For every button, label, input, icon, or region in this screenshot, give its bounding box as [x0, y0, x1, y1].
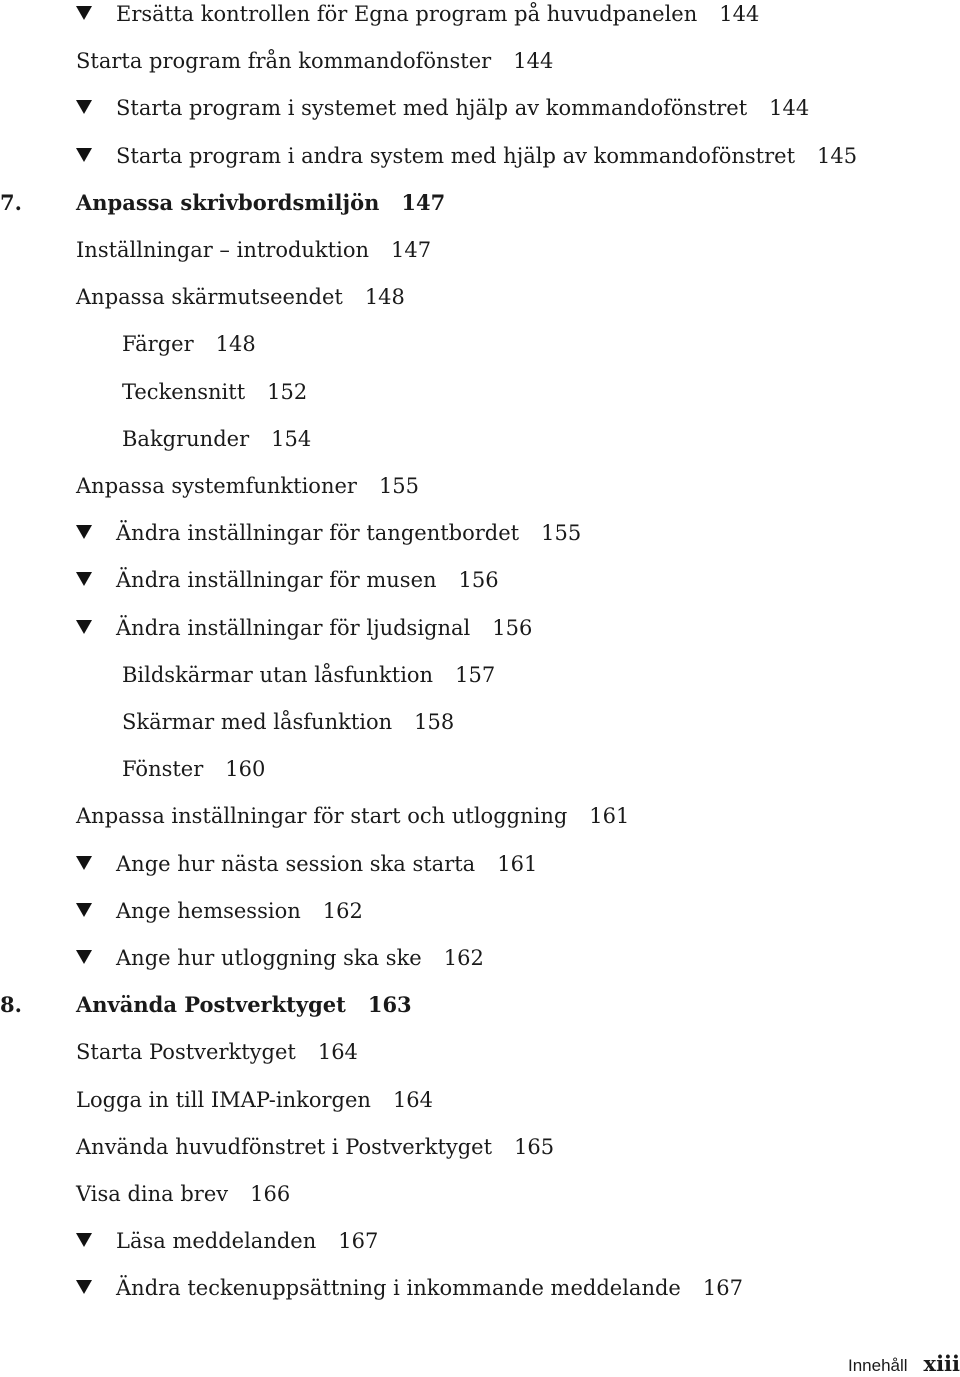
toc-entry-title: Bildskärmar utan låsfunktion: [122, 663, 434, 687]
toc-entry-bullet[interactable]: [76, 1274, 743, 1321]
toc-entry-title: Starta Postverktyget: [76, 1040, 296, 1064]
triangle-bullet-icon: [76, 1280, 92, 1294]
toc-entry-subsection[interactable]: [122, 378, 307, 425]
toc-entry-section[interactable]: [76, 47, 553, 94]
triangle-bullet-icon: [76, 620, 92, 634]
toc-entry-page: 155: [541, 521, 582, 545]
triangle-bullet-icon: [76, 856, 92, 870]
footer-page-number: xiii: [923, 1351, 960, 1376]
toc-entry-section[interactable]: [76, 236, 431, 283]
toc-entry-bullet[interactable]: [76, 897, 363, 944]
toc-entry-title: Läsa meddelanden: [116, 1229, 317, 1253]
toc-entry-page: 145: [817, 144, 858, 168]
toc-entry-title: Ändra inställningar för musen: [116, 568, 437, 592]
page-footer: [848, 1353, 960, 1375]
triangle-bullet-icon: [76, 950, 92, 964]
toc-entry-title: Ange hemsession: [116, 899, 301, 923]
toc-entry-section[interactable]: [76, 283, 405, 330]
toc-entry-title: Anpassa skärmutseendet: [76, 285, 343, 309]
toc-entry-title: Logga in till IMAP-inkorgen: [76, 1088, 371, 1112]
toc-entry-subsection[interactable]: [122, 708, 454, 755]
toc-entry-page: 152: [267, 380, 308, 404]
toc-entry-page: 164: [392, 1088, 434, 1112]
toc-entry-title: Starta program från kommandofönster: [76, 49, 492, 73]
toc-entry-section[interactable]: [76, 802, 629, 849]
toc-entry-title: Inställningar – introduktion: [76, 238, 369, 262]
toc-entry-bullet[interactable]: [76, 614, 532, 661]
footer-section-label: Innehåll: [847, 1356, 908, 1375]
toc-entry-page: 155: [378, 474, 420, 498]
toc-entry-page: 162: [443, 946, 484, 970]
toc-entry-section[interactable]: [76, 1180, 290, 1227]
toc-entry-page: 144: [719, 2, 760, 26]
toc-entry-bullet[interactable]: [76, 850, 537, 897]
triangle-bullet-icon: [76, 525, 92, 539]
toc-entry-bullet[interactable]: [76, 944, 484, 991]
toc-entry-section[interactable]: [76, 1038, 358, 1085]
toc-entry-bullet[interactable]: [76, 566, 499, 613]
toc-entry-page: 162: [322, 899, 363, 923]
toc-entry-page: 161: [589, 804, 630, 828]
toc-entry-page: 167: [702, 1276, 743, 1300]
triangle-bullet-icon: [76, 100, 92, 114]
triangle-bullet-icon: [76, 1233, 92, 1247]
triangle-bullet-icon: [76, 572, 92, 586]
toc-entry-page: 156: [492, 616, 533, 640]
toc-entry-section[interactable]: [76, 472, 419, 519]
toc-entry-page: 148: [364, 285, 405, 309]
toc-entry-title: Använda huvudfönstret i Postverktyget: [76, 1135, 493, 1159]
toc-entry-bullet[interactable]: [76, 1227, 378, 1274]
triangle-bullet-icon: [76, 148, 92, 162]
toc-entry-subsection[interactable]: [122, 755, 265, 802]
toc-entry-title: Anpassa inställningar för start och utloggning: [76, 804, 568, 828]
toc-entry-subsection[interactable]: [122, 661, 495, 708]
toc-entry-title: Fönster: [122, 757, 204, 781]
toc-entry-title: Anpassa systemfunktioner: [76, 474, 357, 498]
toc-entry-section[interactable]: [76, 1086, 433, 1133]
toc-entry-title: Starta program i andra system med hjälp av kommandofönstret: [116, 144, 796, 168]
toc-entry-title: Starta program i systemet med hjälp av kommandofönstret: [116, 96, 748, 120]
toc-entry-subsection[interactable]: [122, 330, 256, 377]
toc-entry-title: Skärmar med låsfunktion: [122, 710, 393, 734]
toc-entry-page: 147: [401, 190, 446, 215]
chapter-number: 7.: [0, 190, 22, 215]
toc-entry-title: Anpassa skrivbordsmiljön: [76, 190, 380, 215]
toc-entry-page: 165: [514, 1135, 555, 1159]
toc-entry-title: Ersätta kontrollen för Egna program på huvudpanelen: [116, 2, 698, 26]
toc-entry-page: 147: [391, 238, 432, 262]
toc-entry-title: Ändra inställningar för ljudsignal: [116, 616, 471, 640]
toc-entry-page: 167: [338, 1229, 379, 1253]
toc-entry-page: 148: [215, 332, 256, 356]
toc-entry-page: 166: [250, 1182, 291, 1206]
toc-entry-bullet[interactable]: [76, 0, 759, 47]
toc-entry-title: Använda Postverktyget: [76, 992, 346, 1017]
toc-entry-subsection[interactable]: [122, 425, 311, 472]
toc-entry-title: Ange hur nästa session ska starta: [116, 852, 476, 876]
toc-entry-chapter[interactable]: [0, 189, 445, 236]
toc-entry-page: 164: [317, 1040, 358, 1064]
toc-entry-page: 157: [455, 663, 496, 687]
toc-entry-bullet[interactable]: [76, 142, 857, 189]
toc-entry-title: Ändra inställningar för tangentbordet: [116, 521, 520, 545]
toc-entry-title: Färger: [122, 332, 194, 356]
toc-entry-title: Visa dina brev: [76, 1182, 229, 1206]
toc-entry-page: 154: [271, 427, 312, 451]
toc-entry-title: Ändra teckenuppsättning i inkommande meddelande: [116, 1276, 681, 1300]
toc-entry-bullet[interactable]: [76, 94, 809, 141]
toc-entry-bullet[interactable]: [76, 519, 581, 566]
toc-entry-title: Teckensnitt: [122, 380, 246, 404]
toc-entry-page: 156: [458, 568, 499, 592]
toc-entry-chapter[interactable]: [0, 991, 412, 1038]
toc-entry-title: Ange hur utloggning ska ske: [116, 946, 422, 970]
toc-entry-page: 161: [497, 852, 538, 876]
toc-entry-page: 144: [769, 96, 810, 120]
triangle-bullet-icon: [76, 6, 92, 20]
toc-entry-page: 160: [225, 757, 266, 781]
toc-entry-page: 158: [414, 710, 455, 734]
toc-entry-section[interactable]: [76, 1133, 554, 1180]
toc-entry-page: 163: [367, 992, 412, 1017]
triangle-bullet-icon: [76, 903, 92, 917]
toc-entry-page: 144: [513, 49, 554, 73]
toc-entry-title: Bakgrunder: [122, 427, 250, 451]
chapter-number: 8.: [0, 992, 22, 1017]
